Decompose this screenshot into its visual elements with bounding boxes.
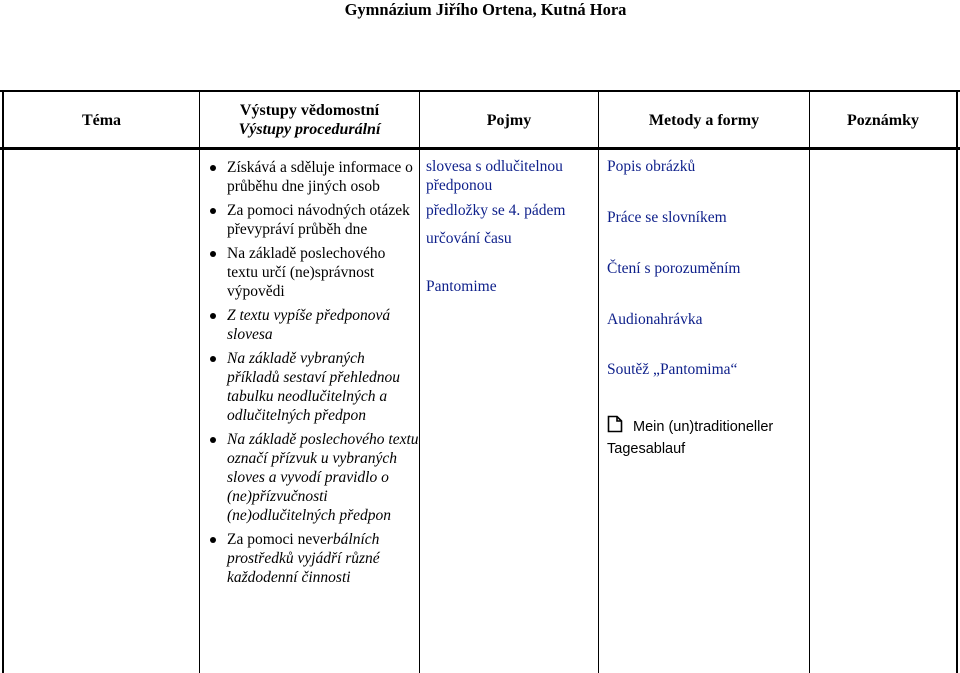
column-header-metody: Metody a formy (648, 112, 760, 129)
pojmy-item-2: předložky se 4. pádem (426, 202, 566, 219)
pojmy-item-4: Pantomime (426, 278, 497, 295)
bullet-icon (210, 356, 216, 362)
table-right-border (956, 90, 958, 673)
page-header-title: Gymnázium Jiřího Ortena, Kutná Hora (344, 0, 627, 19)
column-header-vystupy-line2: Výstupy procedurální (238, 121, 381, 138)
list-item: Za pomoci návodných otázek převypráví průběh dne (209, 201, 419, 239)
metody-item-5: Soutěž „Pantomima“ (607, 361, 738, 378)
column-divider-2 (419, 90, 420, 673)
bullet-icon (210, 437, 216, 443)
column-header-vystupy (200, 101, 419, 139)
column-divider-4 (809, 90, 810, 673)
metody-item-4: Audionahrávka (607, 311, 703, 328)
metody-item-6: Mein (un)traditioneller Tagesablauf (607, 415, 817, 459)
list-item: Získává a sděluje informace o průběhu dne jiných osob (209, 158, 419, 196)
document-icon (607, 415, 623, 439)
metody-item-2: Práce se slovníkem (607, 209, 727, 226)
bullet-icon (210, 165, 216, 171)
table-header-separator (0, 147, 960, 150)
bullet-icon (210, 313, 216, 319)
column-header-vystupy-line1: Výstupy vědomostní (239, 102, 380, 119)
metody-item-3: Čtení s porozuměním (607, 260, 741, 277)
pojmy-item-3: určování času (426, 230, 512, 247)
column-divider-1 (199, 90, 200, 673)
list-item: Na základě poslechového textu určí (ne)správnost výpovědi (209, 244, 419, 301)
table-top-border (0, 90, 960, 92)
metody-item-1: Popis obrázků (607, 158, 696, 175)
table-left-border (2, 90, 4, 673)
vystupy-list (209, 158, 419, 592)
list-item: Na základě poslechového textu označí přízvuk u vybraných sloves a vyvodí pravidlo o (ne)přízvučnosti (ne)odlučitelných předpon (209, 430, 419, 525)
bullet-icon (210, 208, 216, 214)
pojmy-item-1: slovesa s odlučitelnou předponou (426, 158, 563, 194)
bullet-icon (210, 251, 216, 257)
column-header-tema: Téma (81, 112, 122, 129)
list-item: Z textu vypíše předponová slovesa (209, 306, 419, 344)
list-item: Za pomoci neverbálních prostředků vyjádří různé každodenní činnosti (209, 530, 419, 587)
bullet-icon (210, 537, 216, 543)
list-item: Na základě vybraných příkladů sestaví přehlednou tabulku neodlučitelných a odlučitelných předpon (209, 349, 419, 425)
column-divider-3 (598, 90, 599, 673)
column-header-poznamky: Poznámky (847, 112, 919, 129)
column-header-pojmy: Pojmy (486, 112, 532, 129)
